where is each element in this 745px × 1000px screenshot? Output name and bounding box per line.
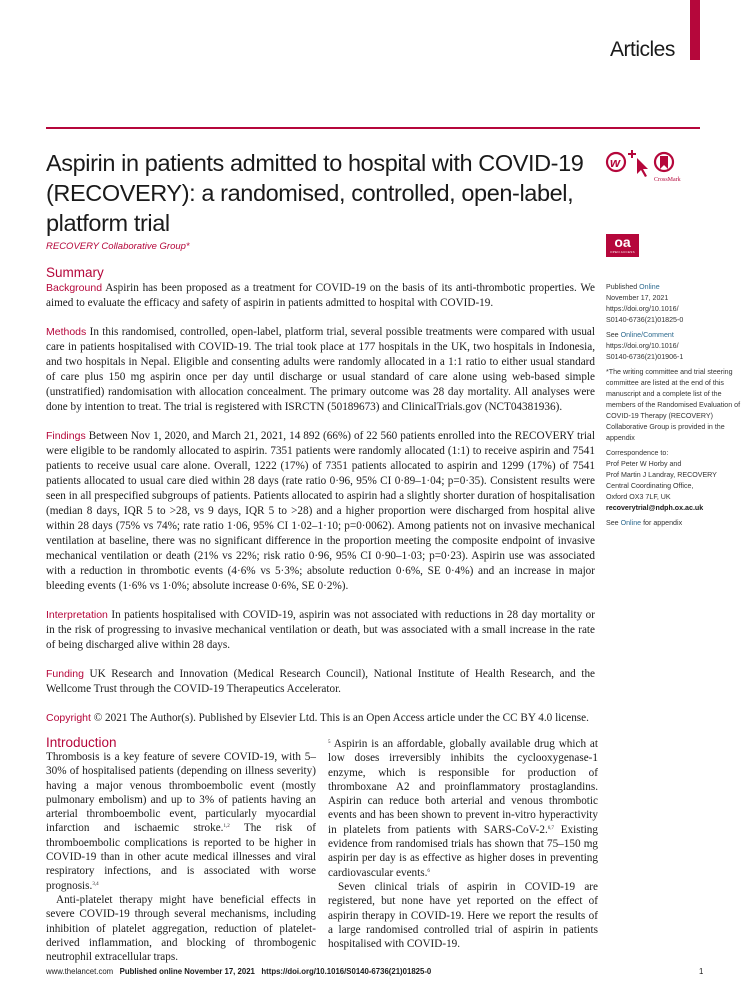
citation-ref[interactable]: 5 xyxy=(328,740,331,745)
article-tools xyxy=(605,148,685,188)
summary-funding xyxy=(46,667,595,697)
introduction-heading: Introduction xyxy=(46,735,117,750)
published-info: Published Online November 17, 2021 https://doi.org/10.1016/ S0140-6736(21)01825-0 xyxy=(606,283,684,324)
article-title: Aspirin in patients admitted to hospital with COVID-19 (RECOVERY): a randomised, controlled, open-label, platform trial xyxy=(46,150,584,236)
sidebar-notes xyxy=(606,282,741,533)
funding-text: UK Research and Innovation (Medical Research Council), National Institute of Health Research, and the Wellcome Trust through the COVID-19 Therapeutics Accelerator. xyxy=(46,668,596,695)
intro-paragraph-1: Thrombosis is a key feature of severe COVID-19, with 5–30% of hospitalised patients (depending on illness severity) having a major venous thromboembolic event (mostly pulmonary embolism) and up to 3% of patients having an arterial thromboembolic event, particularly myocardial infarction and ischaemic stroke.$^{1,2}$ The risk of thromboembolic complications is reported to be higher in COVID-19 than in other acute medical illnesses and viral respiratory infections, and is associated with worse prognosis.$^{3,4}$ xyxy=(46,751,316,892)
footer-published: Published online November 17, 2021 xyxy=(119,967,255,976)
comment-info: See Online/Comment https://doi.org/10.1016/ S0140-6736(21)01906-1 xyxy=(606,331,684,361)
svg-text:CrossMark: CrossMark xyxy=(654,177,681,183)
intro-paragraph-2: Anti-platelet therapy might have beneficial effects in severe COVID-19 through several mechanisms, including inhibition of platelet aggregation, reduction of platelet-derived inflammation, and blocking of thrombogenic neutrophil extracellular traps. xyxy=(46,893,316,964)
citation-ref[interactable]: 6 xyxy=(427,868,430,874)
background-text: Aspirin has been proposed as a treatment for COVID-19 on the basis of its anti-thrombotic properties. We aimed to evaluate the efficacy and safety of aspirin in patients admitted to hospital with COVID-19. xyxy=(46,282,595,309)
svg-text:w: w xyxy=(610,155,621,170)
published-date: November 17, 2021 xyxy=(606,294,669,302)
methods-label: Methods xyxy=(46,326,87,338)
published-online-link[interactable]: Online xyxy=(639,283,660,291)
citation-ref[interactable]: 6,7 xyxy=(547,825,555,831)
published-doi-cont[interactable]: S0140-6736(21)01825-0 xyxy=(606,316,684,324)
summary-background xyxy=(46,281,595,311)
crossmark-icon[interactable] xyxy=(654,153,681,183)
section-label: Articles xyxy=(610,38,675,61)
oa-subtitle: OPEN ACCESS xyxy=(610,250,635,254)
intro-paragraph-3: Seven clinical trials of aspirin in COVID-19 are registered, but none have yet reported on the effect of aspirin therapy in COVID-19. Here we report the results of a large randomised controlled trial of aspirin in patients hospitalised with COVID-19. xyxy=(328,880,598,951)
summary-findings xyxy=(46,429,595,594)
author-footnote: *The writing committee and trial steering committee are listed at the end of this manuscript and a complete list of the members of the Randomised Evaluation of COVID-19 Therapy (RECOVERY) Collaborative Group is provided in the appendix xyxy=(606,368,741,442)
published-doi[interactable]: https://doi.org/10.1016/ xyxy=(606,305,679,313)
introduction-column-right xyxy=(328,737,598,951)
interpretation-label: Interpretation xyxy=(46,609,108,621)
citation-ref[interactable]: 3,4 xyxy=(92,881,99,887)
copyright-label: Copyright xyxy=(46,712,91,724)
top-accent-bar xyxy=(690,0,700,60)
footer-site[interactable]: www.thelancet.com xyxy=(46,967,114,976)
w-at-icon[interactable] xyxy=(607,153,625,171)
plus-cursor-icon[interactable] xyxy=(628,150,648,177)
methods-text: In this randomised, controlled, open-label, platform trial, several possible treatments were compared with usual care in patients hospitalised with COVID-19. The trial took place at 177 hospitals in the UK, two hospitals in Indonesia, and two hospitals in Nepal. Eligible and consenting adults were randomly allocated in a 1:1 ratio to either usual standard of care plus 150 mg aspirin once per day until discharge or usual standard of care alone using web-based simple (unstratified) randomisation with allocation concealment. The primary outcome was 28 day mortality. All analyses were done by intention to treat. The trial is registered with ISRCTN (50189673) and ClinicalTrials.gov (NCT04381936). xyxy=(46,326,596,413)
header-divider xyxy=(46,127,700,129)
footer-doi[interactable]: https://doi.org/10.1016/S0140-6736(21)01825-0 xyxy=(261,967,432,976)
citation-ref[interactable]: 1,2 xyxy=(223,824,230,830)
page-number: 1 xyxy=(699,967,704,976)
intro-paragraph-2-cont: $^5$ Aspirin is an affordable, globally available drug which at low doses irreversibly inhibits the cyclooxygenase-1 enzyme, which is responsible for production of thromboxane A2 and proinflammatory prostaglandins. Aspirin can reduce both arterial and venous thrombotic events and has been shown to prevent in-vitro hyperactivity in platelets from patients with SARS-CoV-2.$^{6,7}$ Existing evidence from randomised trials has shown that 75–150 mg aspirin per day is as effective as higher doses in preventing cardiovascular events.$^6$ xyxy=(328,738,598,879)
funding-label: Funding xyxy=(46,668,84,680)
summary-section xyxy=(46,265,595,740)
summary-methods xyxy=(46,325,595,415)
comment-doi[interactable]: https://doi.org/10.1016/ xyxy=(606,342,679,350)
findings-label: Findings xyxy=(46,430,86,442)
article-authors[interactable]: RECOVERY Collaborative Group* xyxy=(46,241,190,252)
findings-text: Between Nov 1, 2020, and March 21, 2021, 14 892 (66%) of 22 560 patients enrolled into the RECOVERY trial were eligible to be randomly allocated to aspirin. 7351 patients were randomly allocated (1:1) to receive aspirin and 7541 patients to receive usual care alone. Overall, 1222 (17%) of 7351 patients allocated to aspirin and 1299 (17%) of 7541 patients allocated to usual care died within 28 days (rate ratio 0·96, 95% CI 0·89–1·04; p=0·35). Consistent results were seen in all prespecified subgroups of patients. Patients allocated to aspirin had a slightly shorter duration of hospitalisation (median 8 days, IQR 5 to >28, vs 9 days, IQR 5 to >28) and a higher proportion were discharged from hospital alive within 28 days (75% vs 74%; rate ratio 1·06, 95% CI 1·02–1·10; p=0·0062). Among patients not on invasive mechanical ventilation at baseline, there was no significant difference in the proportion meeting the composite endpoint of invasive mechanical ventilation or death (21% vs 22%; risk ratio 0·96, 95% CI 0·90–1·03; p=0·23). Aspirin use was associated with a reduction in thrombotic events (4·6% vs 5·3%; absolute reduction 0·6%, SE 0·4%) and an increase in major bleeding events (1·6% vs 1·0%; absolute increase 0·6%, SE 0·2%). xyxy=(46,430,595,592)
correspondence: Correspondence to: Prof Peter W Horby and Prof Martin J Landray, RECOVERY Central Coordinating Office, Oxford OX3 7LF, UK recoverytrial@ndph.ox.ac.uk xyxy=(606,449,717,512)
appendix-note: See Online for appendix xyxy=(606,519,683,527)
introduction-column-left xyxy=(46,735,316,964)
page-footer xyxy=(46,967,706,976)
summary-heading: Summary xyxy=(46,265,104,280)
comment-doi-cont[interactable]: S0140-6736(21)01906-1 xyxy=(606,353,684,361)
interpretation-text: In patients hospitalised with COVID-19, aspirin was not associated with reductions in 28 day mortality or in the risk of progressing to invasive mechanical ventilation or death, but was associated with a small increase in the rate of being discharged alive within 28 days. xyxy=(46,609,596,651)
summary-copyright xyxy=(46,711,595,726)
appendix-online-link[interactable]: Online xyxy=(620,519,642,527)
open-access-badge xyxy=(606,234,639,257)
correspondence-email[interactable]: recoverytrial@ndph.ox.ac.uk xyxy=(606,504,704,512)
oa-icon: oa xyxy=(614,234,631,250)
summary-interpretation xyxy=(46,608,595,653)
copyright-text: © 2021 The Author(s). Published by Elsevier Ltd. This is an Open Access article under the CC BY 4.0 license. xyxy=(93,712,589,724)
online-comment-link[interactable]: Online/Comment xyxy=(620,331,674,339)
background-label: Background xyxy=(46,282,103,294)
